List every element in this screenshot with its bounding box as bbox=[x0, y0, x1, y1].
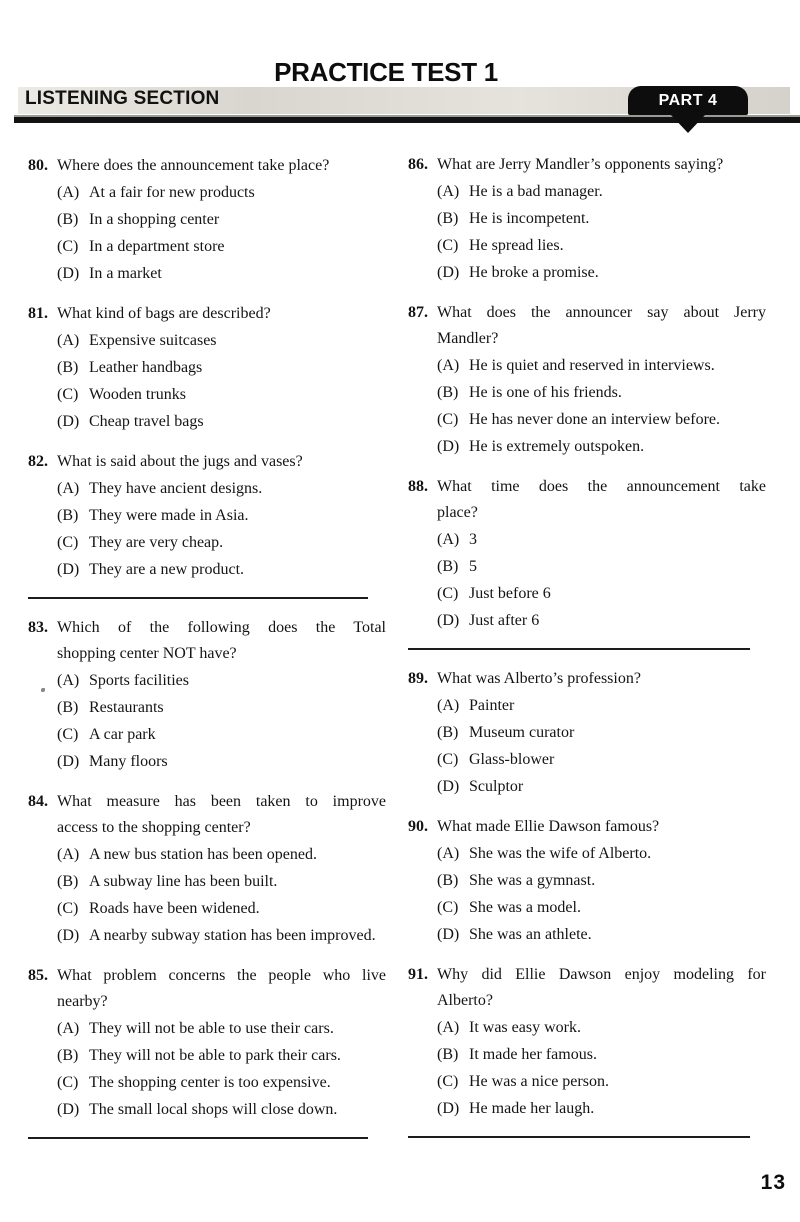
option-letter: (A) bbox=[437, 183, 460, 200]
question-body bbox=[437, 666, 766, 800]
option-letter: (B) bbox=[57, 507, 79, 524]
answer-option bbox=[57, 749, 386, 775]
option-letter: (C) bbox=[437, 751, 459, 768]
question-text: What time does the announcement take bbox=[437, 478, 766, 495]
question-column-left bbox=[28, 153, 386, 1155]
answer-option bbox=[437, 1015, 766, 1041]
option-text: They were made in Asia. bbox=[89, 507, 249, 524]
option-letter: (A) bbox=[57, 672, 80, 689]
option-text: She was a gymnast. bbox=[469, 872, 596, 889]
option-text: At a fair for new products bbox=[89, 184, 255, 201]
question-number: 85. bbox=[28, 967, 48, 984]
option-letter: (C) bbox=[57, 534, 79, 551]
answer-option bbox=[437, 608, 766, 634]
answer-option bbox=[57, 207, 386, 233]
option-text: He is extremely outspoken. bbox=[469, 438, 645, 455]
option-letter: (D) bbox=[57, 413, 80, 430]
question-text-wrap: place? bbox=[437, 504, 478, 521]
answer-option bbox=[57, 557, 386, 583]
question-number: 82. bbox=[28, 453, 48, 470]
question-block bbox=[408, 666, 766, 800]
answer-option bbox=[57, 1097, 386, 1123]
question-number: 89. bbox=[408, 670, 428, 687]
option-letter: (B) bbox=[57, 1047, 79, 1064]
answer-option bbox=[437, 233, 766, 259]
option-letter: (C) bbox=[57, 726, 79, 743]
option-text: Expensive suitcases bbox=[89, 332, 217, 349]
option-text: 5 bbox=[469, 558, 477, 575]
question-text-wrap: access to the shopping center? bbox=[57, 819, 251, 836]
option-letter: (D) bbox=[437, 1100, 460, 1117]
option-text: They will not be able to use their cars. bbox=[89, 1020, 334, 1037]
option-letter: (A) bbox=[57, 846, 80, 863]
option-text: He is a bad manager. bbox=[469, 183, 603, 200]
question-column-right bbox=[408, 152, 766, 1154]
options-list bbox=[57, 668, 386, 775]
question-block bbox=[28, 153, 386, 287]
question-text: What made Ellie Dawson famous? bbox=[437, 818, 660, 835]
option-letter: (C) bbox=[57, 238, 79, 255]
option-text: Many floors bbox=[89, 753, 168, 770]
option-letter: (D) bbox=[57, 1101, 80, 1118]
option-text: It was easy work. bbox=[469, 1019, 581, 1036]
option-letter: (B) bbox=[437, 724, 459, 741]
question-number: 87. bbox=[408, 304, 428, 321]
question-body bbox=[57, 615, 386, 775]
option-letter: (A) bbox=[57, 332, 80, 349]
question-body bbox=[437, 962, 766, 1122]
answer-option bbox=[437, 747, 766, 773]
option-letter: (B) bbox=[437, 872, 459, 889]
question-body bbox=[437, 474, 766, 634]
option-text: He is one of his friends. bbox=[469, 384, 622, 401]
answer-option bbox=[57, 722, 386, 748]
question-text: Why did Ellie Dawson enjoy modeling for bbox=[437, 966, 766, 983]
print-speck bbox=[41, 688, 45, 692]
answer-option bbox=[57, 355, 386, 381]
part-badge-label: PART 4 bbox=[658, 92, 718, 109]
question-block bbox=[28, 615, 386, 775]
question-text-wrap: Mandler? bbox=[437, 330, 499, 347]
answer-option bbox=[437, 774, 766, 800]
answer-option bbox=[437, 527, 766, 553]
question-text: What does the announcer say about Jerry bbox=[437, 304, 766, 321]
option-letter: (C) bbox=[437, 899, 459, 916]
answer-option bbox=[57, 1070, 386, 1096]
option-text: Wooden trunks bbox=[89, 386, 186, 403]
question-text: What was Alberto’s profession? bbox=[437, 670, 641, 687]
option-text: Sculptor bbox=[469, 778, 524, 795]
option-letter: (A) bbox=[437, 531, 460, 548]
question-number: 91. bbox=[408, 966, 428, 983]
answer-option bbox=[437, 922, 766, 948]
question-block bbox=[28, 301, 386, 435]
option-text: Sports facilities bbox=[89, 672, 189, 689]
option-text: Glass-blower bbox=[469, 751, 555, 768]
question-number: 88. bbox=[408, 478, 428, 495]
answer-option bbox=[437, 1042, 766, 1068]
option-text: He spread lies. bbox=[469, 237, 564, 254]
answer-option bbox=[57, 842, 386, 868]
option-letter: (C) bbox=[437, 1073, 459, 1090]
options-list bbox=[437, 841, 766, 948]
option-text: A car park bbox=[89, 726, 156, 743]
answer-option bbox=[437, 868, 766, 894]
option-letter: (B) bbox=[57, 359, 79, 376]
section-divider bbox=[408, 1136, 750, 1138]
option-text: He is quiet and reserved in interviews. bbox=[469, 357, 715, 374]
answer-option bbox=[57, 530, 386, 556]
option-letter: (A) bbox=[437, 697, 460, 714]
option-letter: (B) bbox=[437, 210, 459, 227]
question-block bbox=[28, 963, 386, 1123]
option-letter: (D) bbox=[437, 438, 460, 455]
option-letter: (A) bbox=[437, 845, 460, 862]
option-text: They have ancient designs. bbox=[89, 480, 263, 497]
answer-option bbox=[437, 581, 766, 607]
question-text: What is said about the jugs and vases? bbox=[57, 453, 303, 470]
options-list bbox=[57, 842, 386, 949]
answer-option bbox=[57, 668, 386, 694]
question-body bbox=[437, 152, 766, 286]
option-text: Cheap travel bags bbox=[89, 413, 204, 430]
option-letter: (B) bbox=[437, 1046, 459, 1063]
option-letter: (B) bbox=[57, 211, 79, 228]
option-text: It made her famous. bbox=[469, 1046, 597, 1063]
question-text: What are Jerry Mandler’s opponents saying? bbox=[437, 156, 724, 173]
option-letter: (D) bbox=[437, 778, 460, 795]
answer-option bbox=[57, 869, 386, 895]
answer-option bbox=[57, 476, 386, 502]
option-text: They will not be able to park their cars. bbox=[89, 1047, 341, 1064]
option-letter: (D) bbox=[57, 753, 80, 770]
question-text-wrap: shopping center NOT have? bbox=[57, 645, 237, 662]
option-text: Just after 6 bbox=[469, 612, 540, 629]
option-text: Just before 6 bbox=[469, 585, 551, 602]
option-letter: (C) bbox=[437, 411, 459, 428]
answer-option bbox=[57, 503, 386, 529]
question-number: 83. bbox=[28, 619, 48, 636]
section-divider bbox=[28, 1137, 368, 1139]
option-letter: (C) bbox=[57, 900, 79, 917]
option-letter: (A) bbox=[57, 480, 80, 497]
option-text: Museum curator bbox=[469, 724, 575, 741]
option-text: She was a model. bbox=[469, 899, 581, 916]
question-body bbox=[57, 789, 386, 949]
answer-option bbox=[57, 896, 386, 922]
option-letter: (B) bbox=[437, 384, 459, 401]
option-text: A subway line has been built. bbox=[89, 873, 278, 890]
option-text: In a shopping center bbox=[89, 211, 220, 228]
option-letter: (C) bbox=[437, 585, 459, 602]
answer-option bbox=[437, 841, 766, 867]
option-letter: (B) bbox=[437, 558, 459, 575]
part-badge bbox=[628, 86, 748, 133]
question-number: 90. bbox=[408, 818, 428, 835]
option-text: He was a nice person. bbox=[469, 1073, 609, 1090]
answer-option bbox=[57, 1016, 386, 1042]
options-list bbox=[437, 179, 766, 286]
question-text: What kind of bags are described? bbox=[57, 305, 271, 322]
option-text: The small local shops will close down. bbox=[89, 1101, 338, 1118]
options-list bbox=[437, 1015, 766, 1122]
option-letter: (B) bbox=[57, 699, 79, 716]
question-body bbox=[57, 301, 386, 435]
options-list bbox=[57, 476, 386, 583]
question-text: Which of the following does the Total bbox=[57, 619, 386, 636]
answer-option bbox=[57, 1043, 386, 1069]
question-body bbox=[57, 449, 386, 583]
options-list bbox=[437, 527, 766, 634]
option-letter: (D) bbox=[57, 265, 80, 282]
page-title: PRACTICE TEST 1 bbox=[274, 57, 498, 87]
option-text: Roads have been widened. bbox=[89, 900, 260, 917]
option-letter: (C) bbox=[57, 386, 79, 403]
option-text: In a market bbox=[89, 265, 162, 282]
question-text: What problem concerns the people who live bbox=[57, 967, 386, 984]
question-block bbox=[408, 814, 766, 948]
answer-option bbox=[437, 720, 766, 746]
option-text: Leather handbags bbox=[89, 359, 203, 376]
question-text: What measure has been taken to improve bbox=[57, 793, 386, 810]
question-number: 81. bbox=[28, 305, 48, 322]
option-text: They are a new product. bbox=[89, 561, 245, 578]
options-list bbox=[57, 180, 386, 287]
answer-option bbox=[57, 409, 386, 435]
answer-option bbox=[57, 234, 386, 260]
answer-option bbox=[437, 380, 766, 406]
answer-option bbox=[437, 353, 766, 379]
option-letter: (D) bbox=[57, 561, 80, 578]
option-text: He has never done an interview before. bbox=[469, 411, 720, 428]
option-text: She was the wife of Alberto. bbox=[469, 845, 652, 862]
question-block bbox=[408, 152, 766, 286]
option-letter: (C) bbox=[57, 1074, 79, 1091]
option-letter: (A) bbox=[57, 1020, 80, 1037]
part-badge-pointer bbox=[671, 115, 705, 133]
option-text: Restaurants bbox=[89, 699, 164, 716]
option-text: 3 bbox=[469, 531, 477, 548]
options-list bbox=[57, 1016, 386, 1123]
section-divider bbox=[28, 597, 368, 599]
option-letter: (A) bbox=[437, 357, 460, 374]
page-number: 13 bbox=[760, 1171, 786, 1194]
part-badge-body bbox=[628, 86, 748, 115]
option-letter: (D) bbox=[437, 612, 460, 629]
question-block bbox=[28, 449, 386, 583]
question-block bbox=[408, 300, 766, 460]
option-letter: (B) bbox=[57, 873, 79, 890]
answer-option bbox=[437, 179, 766, 205]
section-divider bbox=[408, 648, 750, 650]
option-text: A nearby subway station has been improved. bbox=[89, 927, 376, 944]
question-number: 84. bbox=[28, 793, 48, 810]
question-text-wrap: Alberto? bbox=[437, 992, 493, 1009]
question-block bbox=[408, 474, 766, 634]
option-text: He broke a promise. bbox=[469, 264, 599, 281]
question-body bbox=[57, 963, 386, 1123]
option-letter: (A) bbox=[437, 1019, 460, 1036]
option-text: He made her laugh. bbox=[469, 1100, 595, 1117]
option-text: Painter bbox=[469, 697, 515, 714]
answer-option bbox=[57, 328, 386, 354]
answer-option bbox=[437, 895, 766, 921]
option-text: A new bus station has been opened. bbox=[89, 846, 317, 863]
answer-option bbox=[437, 260, 766, 286]
option-text: The shopping center is too expensive. bbox=[89, 1074, 331, 1091]
option-text: They are very cheap. bbox=[89, 534, 224, 551]
answer-option bbox=[437, 1096, 766, 1122]
answer-option bbox=[57, 923, 386, 949]
answer-option bbox=[437, 1069, 766, 1095]
answer-option bbox=[437, 434, 766, 460]
answer-option bbox=[437, 206, 766, 232]
question-block bbox=[28, 789, 386, 949]
question-body bbox=[437, 814, 766, 948]
options-list bbox=[57, 328, 386, 435]
option-letter: (D) bbox=[437, 926, 460, 943]
option-text: In a department store bbox=[89, 238, 225, 255]
answer-option bbox=[57, 382, 386, 408]
question-body bbox=[437, 300, 766, 460]
question-number: 80. bbox=[28, 157, 48, 174]
option-letter: (C) bbox=[437, 237, 459, 254]
option-text: She was an athlete. bbox=[469, 926, 592, 943]
question-body bbox=[57, 153, 386, 287]
options-list bbox=[437, 353, 766, 460]
question-text: Where does the announcement take place? bbox=[57, 157, 330, 174]
question-number: 86. bbox=[408, 156, 428, 173]
answer-option bbox=[437, 693, 766, 719]
answer-option bbox=[57, 261, 386, 287]
question-block bbox=[408, 962, 766, 1122]
question-text-wrap: nearby? bbox=[57, 993, 108, 1010]
option-letter: (A) bbox=[57, 184, 80, 201]
option-letter: (D) bbox=[57, 927, 80, 944]
options-list bbox=[437, 693, 766, 800]
answer-option bbox=[57, 180, 386, 206]
option-text: He is incompetent. bbox=[469, 210, 590, 227]
answer-option bbox=[437, 554, 766, 580]
answer-option bbox=[437, 407, 766, 433]
section-label: LISTENING SECTION bbox=[25, 88, 220, 109]
answer-option bbox=[57, 695, 386, 721]
option-letter: (D) bbox=[437, 264, 460, 281]
